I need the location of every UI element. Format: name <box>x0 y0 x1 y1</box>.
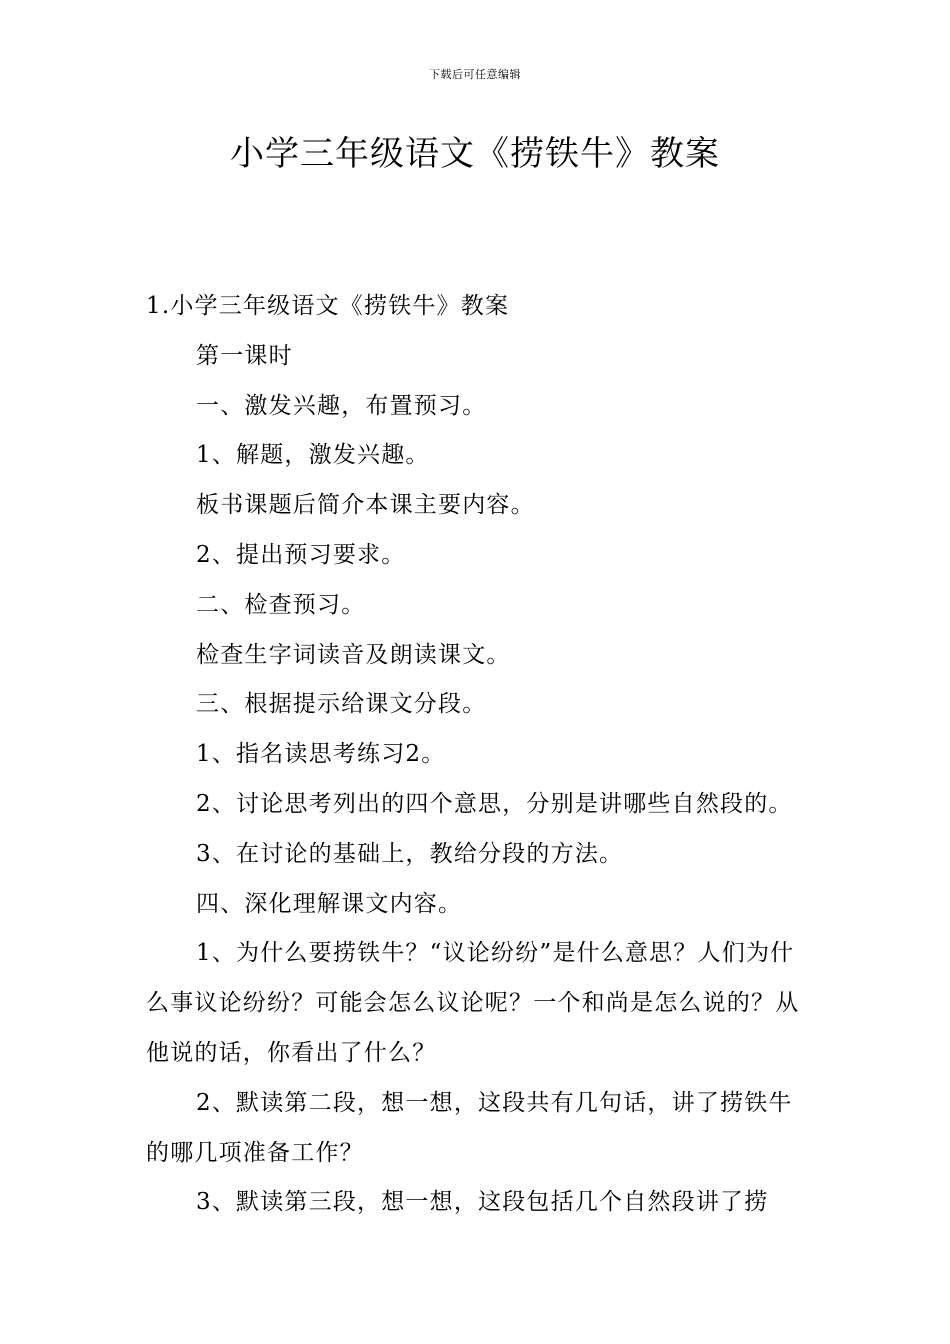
paragraph: 第一课时 <box>196 342 293 369</box>
paragraph: 四、深化理解课文内容。 <box>196 890 463 917</box>
paragraph: 3、默读第三段，想一想，这段包括几个自然段讲了捞 <box>196 1189 769 1216</box>
paragraph: 1、解题，激发兴趣。 <box>196 442 430 469</box>
paragraph: 三、根据提示给课文分段。 <box>196 691 487 718</box>
paragraph: 3、在讨论的基础上，教给分段的方法。 <box>196 840 624 867</box>
paragraph: 1、为什么要捞铁牛？“议论纷纷”是什么意思？人们为什么事议论纷纷？可能会怎么议论呢？一个和尚是怎么说的？从他说的话，你看出了什么？ <box>146 940 800 1066</box>
paragraph: 一、激发兴趣，布置预习。 <box>196 392 487 419</box>
document-title: 小学三年级语文《捞铁牛》教案 <box>230 134 720 174</box>
paragraph: 1.小学三年级语文《捞铁牛》教案 <box>146 293 510 319</box>
paragraph: 1、指名读思考练习2。 <box>196 741 446 768</box>
paragraph: 2、默读第二段，想一想，这段共有几句话，讲了捞铁牛的哪几项准备工作？ <box>146 1089 793 1166</box>
paragraph: 二、检查预习。 <box>196 591 366 618</box>
paragraph: 板书课题后简介本课主要内容。 <box>196 492 535 519</box>
paragraph: 2、讨论思考列出的四个意思，分别是讲哪些自然段的。 <box>196 790 793 817</box>
paragraph: 2、提出预习要求。 <box>196 541 406 568</box>
document-body <box>146 282 810 1228</box>
paragraph: 检查生字词读音及朗读课文。 <box>196 641 511 668</box>
header-note: 下载后可任意编辑 <box>429 68 521 81</box>
